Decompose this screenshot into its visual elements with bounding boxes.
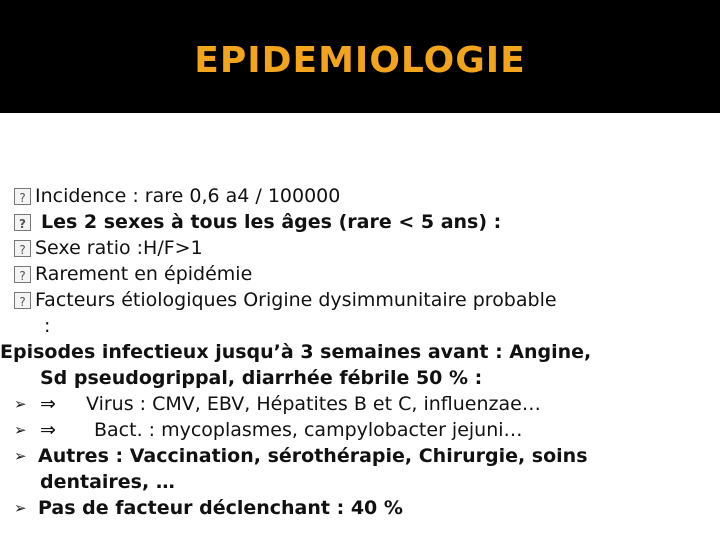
box-bullet-icon [14, 266, 31, 283]
implies-arrow-icon: ⇒ [40, 393, 56, 415]
list-item [14, 209, 714, 235]
box-bullet-icon [14, 214, 31, 231]
paragraph-continuation: Sd pseudogrippal, diarrhée fébrile 50 % : [40, 367, 483, 389]
item-text: Bact. : mycoplasmes, campylobacter jejuni… [94, 419, 523, 441]
item-continuation: : [44, 315, 51, 337]
list-item [14, 391, 714, 417]
list-item [14, 183, 714, 209]
item-text: Sexe ratio :H/F>1 [35, 237, 203, 259]
box-bullet-icon [14, 188, 31, 205]
item-text: Pas de facteur déclenchant : 40 % [38, 497, 403, 519]
paragraph-line: Episodes infectieux jusqu’à 3 semaines avant : Angine, [0, 341, 592, 363]
list-item [14, 261, 714, 287]
implies-arrow-icon: ⇒ [40, 419, 56, 441]
list-item [14, 443, 714, 469]
list-item [14, 495, 714, 521]
title-bar [0, 0, 720, 113]
slide-body [0, 183, 714, 521]
list-item [14, 287, 714, 313]
arrowhead-bullet-icon: ➢ [14, 421, 27, 439]
list-item [14, 235, 714, 261]
item-text: Virus : CMV, EBV, Hépatites B et C, influenzae… [86, 393, 541, 415]
item-text: Facteurs étiologiques Origine dysimmunitaire probable [35, 289, 557, 311]
item-text: Incidence : rare 0,6 a4 / 100000 [35, 185, 341, 207]
arrowhead-bullet-icon: ➢ [14, 395, 27, 413]
box-bullet-icon [14, 292, 31, 309]
item-continuation: dentaires, … [40, 471, 175, 493]
item-text: Autres : Vaccination, sérothérapie, Chirurgie, soins [38, 445, 588, 467]
box-bullet-icon [14, 240, 31, 257]
arrowhead-bullet-icon: ➢ [14, 499, 27, 517]
slide-title: EPIDEMIOLOGIE [194, 40, 526, 81]
item-text: Les 2 sexes à tous les âges (rare < 5 ans) : [41, 211, 502, 233]
item-text: Rarement en épidémie [35, 263, 253, 285]
list-item [14, 417, 714, 443]
arrowhead-bullet-icon: ➢ [14, 447, 27, 465]
